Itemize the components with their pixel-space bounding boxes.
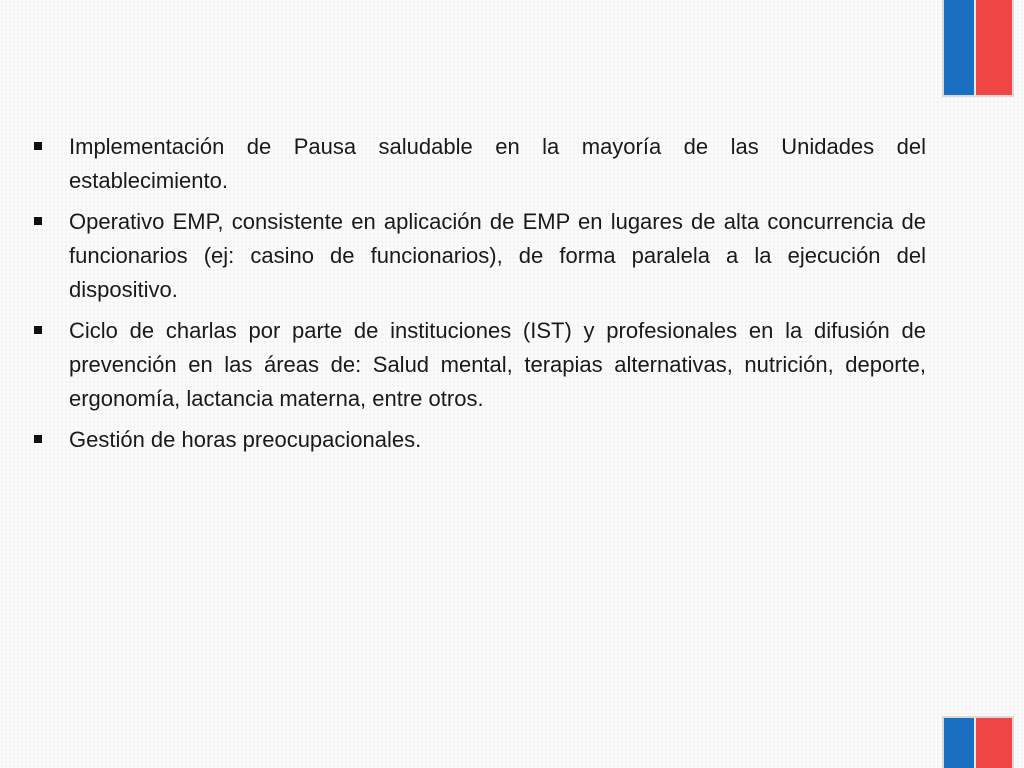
bullet-item	[34, 423, 926, 457]
bullet-text: Operativo EMP, consistente en aplicación de EMP en lugares de alta concurrencia de funcionarios (ej: casino de funcionarios), de forma paralela a la ejecución del dispositivo.	[69, 209, 926, 302]
bullet-text: Ciclo de charlas por parte de instituciones (IST) y profesionales en la difusión de prevención en las áreas de: Salud mental, terapias alternativas, nutrición, deporte, ergonomía, lactancia materna, entre otros.	[69, 318, 926, 411]
square-bullet-icon	[34, 435, 42, 443]
flag-blue-stripe	[942, 716, 974, 768]
square-bullet-icon	[34, 326, 42, 334]
flag-decoration-bottom	[942, 716, 1014, 768]
flag-red-stripe	[974, 716, 1014, 768]
bullet-item	[34, 205, 926, 307]
flag-red-stripe	[974, 0, 1014, 97]
flag-decoration-top	[942, 0, 1014, 97]
bullet-list	[34, 130, 926, 464]
square-bullet-icon	[34, 217, 42, 225]
bullet-text: Gestión de horas preocupacionales.	[69, 427, 422, 452]
bullet-text: Implementación de Pausa saludable en la mayoría de las Unidades del establecimiento.	[69, 134, 926, 193]
bullet-item	[34, 130, 926, 198]
bullet-item	[34, 314, 926, 416]
flag-blue-stripe	[942, 0, 974, 97]
square-bullet-icon	[34, 142, 42, 150]
